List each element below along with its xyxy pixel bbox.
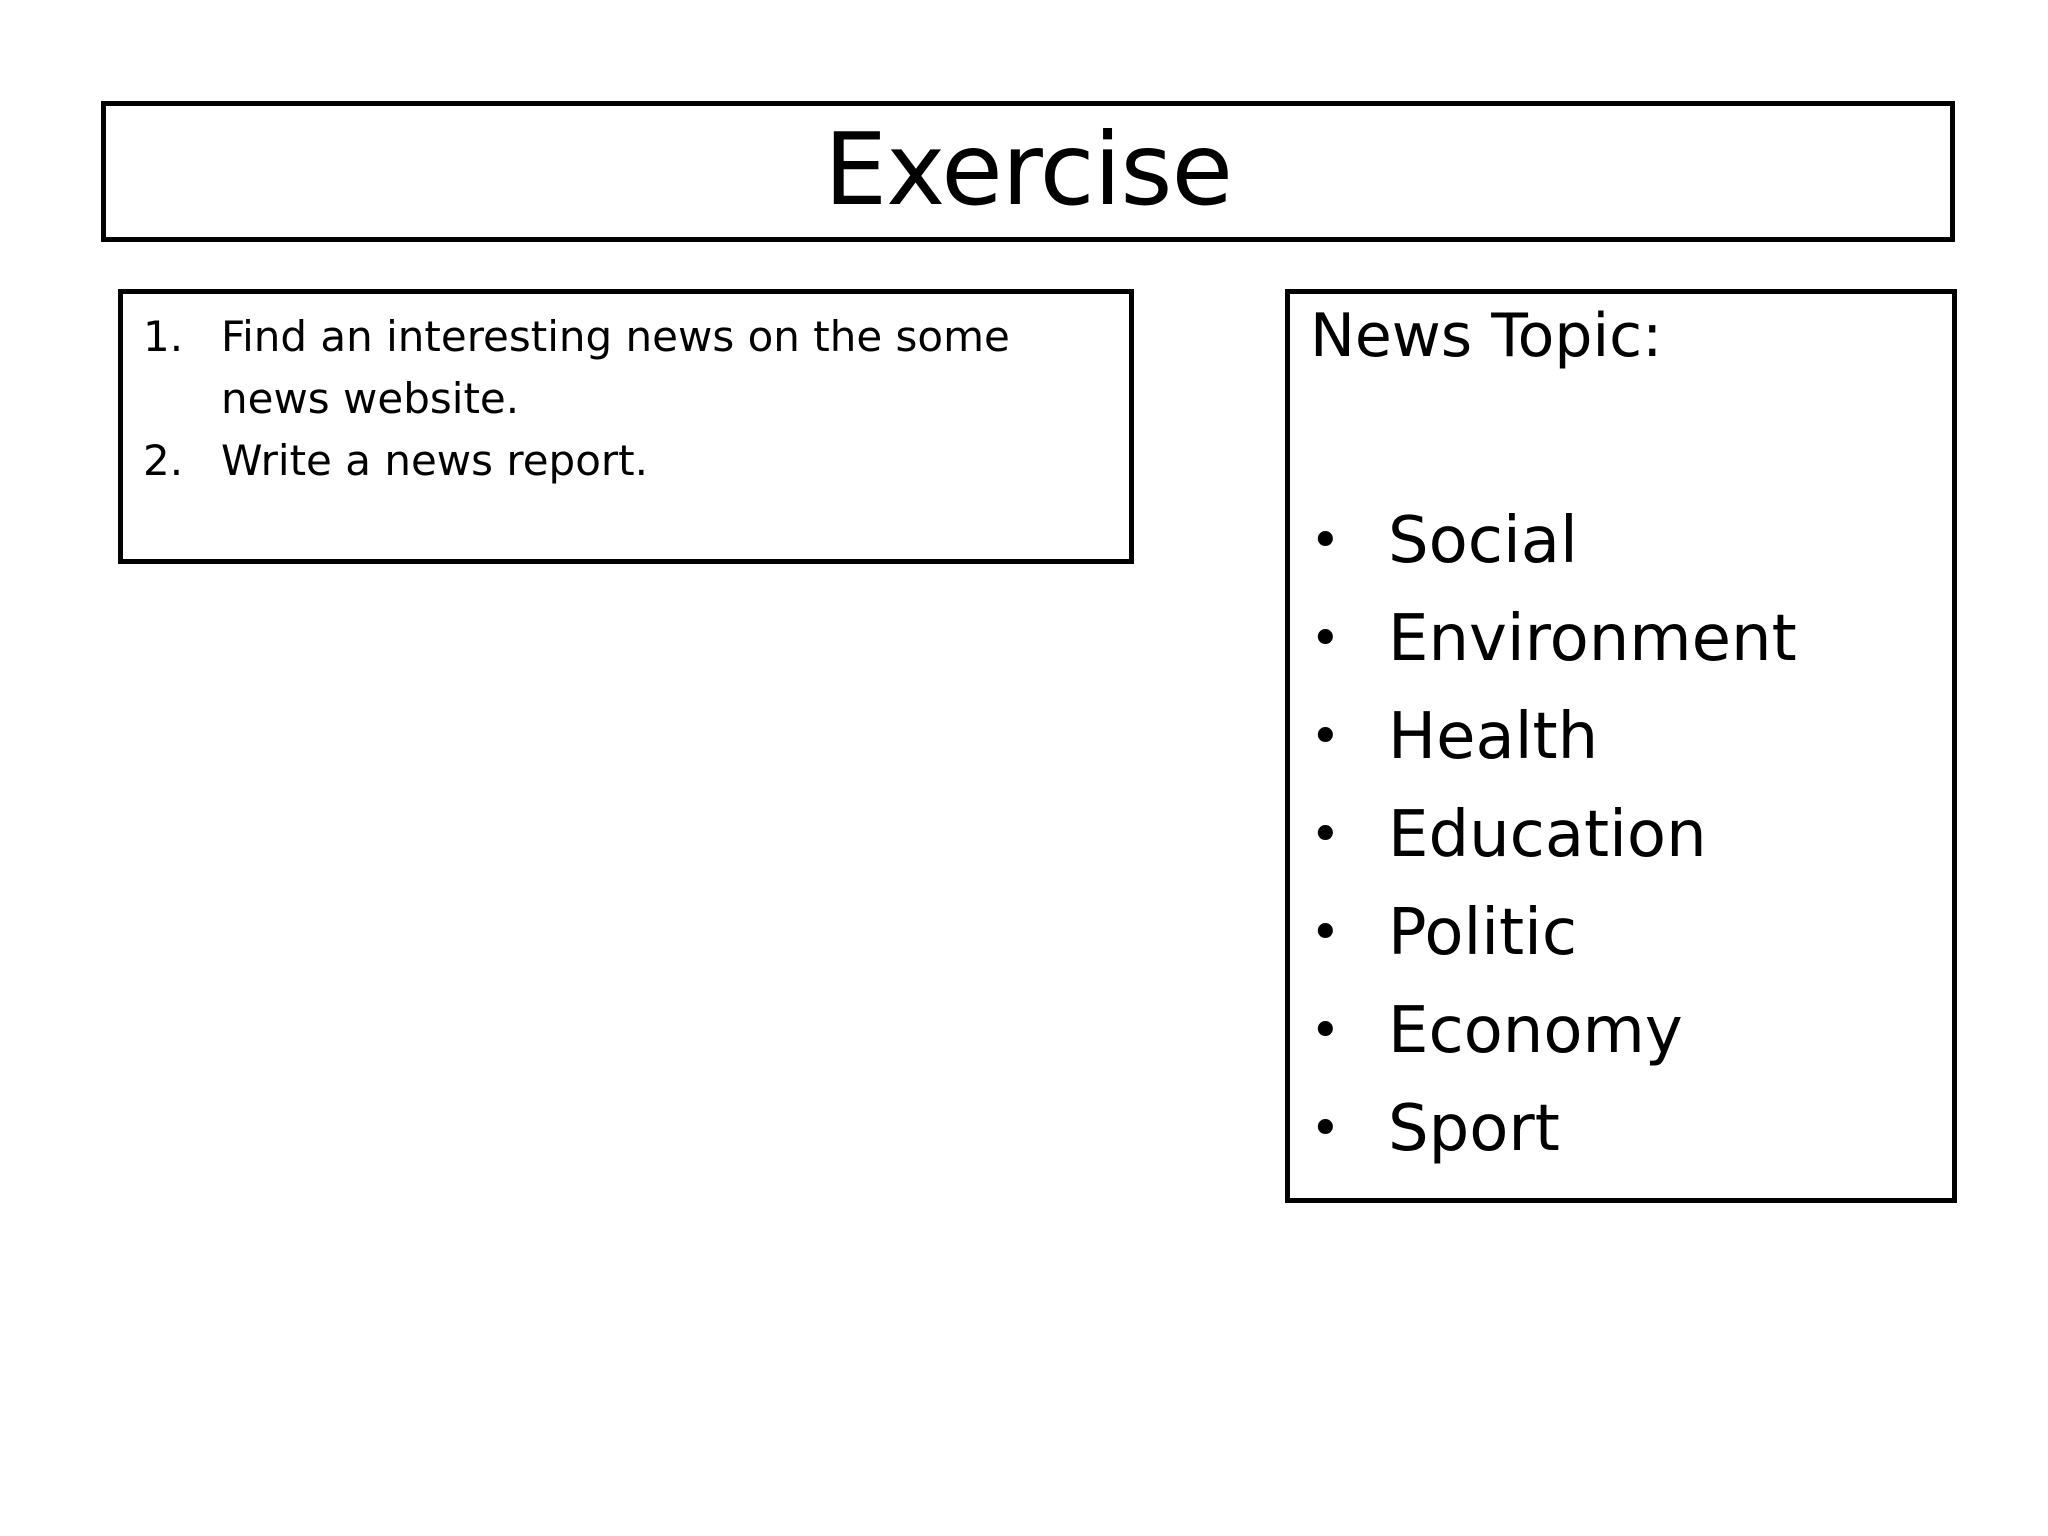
page-title: Exercise [823,110,1233,228]
topics-box [1285,289,1957,1203]
instructions-list [143,306,1111,492]
topic-item [1310,688,1942,786]
topic-item [1310,492,1942,590]
topics-heading: News Topic: [1310,301,1663,371]
bullet-icon: • [1310,707,1341,767]
instruction-item [143,430,1111,492]
bullet-icon: • [1310,903,1341,963]
topic-item [1310,1080,1942,1178]
topic-item [1310,884,1942,982]
instruction-item [143,306,1111,430]
bullet-icon: • [1310,805,1341,865]
bullet-icon: • [1310,511,1341,571]
topic-label: Social [1388,504,1578,578]
instruction-text: Find an interesting news on the some news website. [221,312,1010,423]
topic-label: Politic [1388,896,1578,970]
instruction-number: 1. [143,312,184,361]
topic-label: Economy [1388,994,1683,1068]
title-box [101,101,1955,242]
topic-item [1310,982,1942,1080]
topic-item [1310,786,1942,884]
topic-item [1310,590,1942,688]
bullet-icon: • [1310,1099,1341,1159]
instruction-number: 2. [143,436,184,485]
instruction-text: Write a news report. [221,436,648,485]
topic-label: Environment [1388,602,1797,676]
topic-label: Sport [1388,1092,1560,1166]
topic-label: Education [1388,798,1707,872]
topic-list [1310,492,1942,1178]
bullet-icon: • [1310,609,1341,669]
topic-label: Health [1388,700,1599,774]
instructions-box [118,289,1134,564]
bullet-icon: • [1310,1001,1341,1061]
